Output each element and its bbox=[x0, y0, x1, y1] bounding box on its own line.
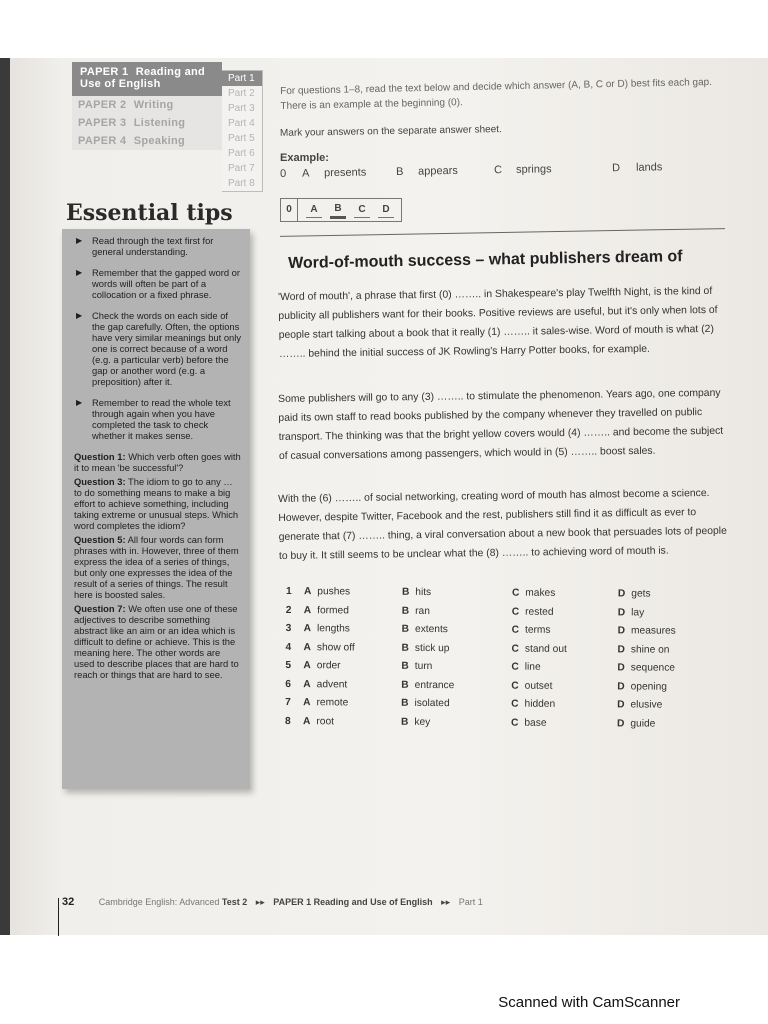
paper-3-tab bbox=[72, 114, 222, 132]
option-a: A pushes bbox=[303, 586, 351, 598]
option-number: 5 bbox=[285, 659, 292, 672]
option-a: A root bbox=[303, 715, 335, 727]
option-number: 2 bbox=[285, 604, 292, 616]
footer-arrow-icon: ▸▸ bbox=[255, 897, 265, 907]
article-title: Word-of-mouth success – what publishers dream of bbox=[288, 248, 683, 272]
paper-1-tab bbox=[72, 62, 222, 96]
option-c: C base bbox=[511, 717, 547, 729]
paper-1-title: Reading and Use of English bbox=[80, 66, 206, 90]
example-d-word: lands bbox=[635, 161, 663, 174]
bullet-icon: ▶ bbox=[76, 236, 83, 245]
option-c: C rested bbox=[511, 606, 554, 618]
option-number: 6 bbox=[285, 678, 292, 690]
option-b: B hits bbox=[401, 586, 432, 599]
page-edge bbox=[0, 58, 10, 935]
example-heading: Example: bbox=[280, 152, 329, 164]
example-box-c: C bbox=[354, 203, 370, 218]
example-d-letter: D bbox=[611, 162, 621, 175]
footer-arrow-icon: ▸▸ bbox=[441, 897, 451, 907]
tips-title: Essential tips bbox=[66, 200, 233, 226]
question-tip: Question 3: The idiom to go to any … to do something means to make a big effort to achieve something, including taking extreme or unusual steps. Which word completes the idiom? bbox=[74, 476, 239, 531]
bullet-icon: ▶ bbox=[76, 398, 83, 407]
paper-2-title: Writing bbox=[133, 99, 174, 111]
option-number: 4 bbox=[285, 641, 292, 653]
option-c: C makes bbox=[511, 587, 556, 599]
article-paragraph-1: 'Word of mouth', a phrase that first (0) …….. in Shakespeare's play Twelfth Night, is the kind of publicity all publishers want for their books. Positive reviews are useful, but it's only when lots of people start talking about a book that it really (1) …….. it sales-wise. Word of mouth is what (2) …….. behind the initial success of JK Rowling's Harry Potter books, for example. bbox=[278, 285, 718, 360]
option-c: C stand out bbox=[511, 643, 567, 655]
part-6-tab: Part 6 bbox=[228, 148, 255, 159]
option-d: D elusive bbox=[617, 699, 663, 711]
tips-panel bbox=[62, 229, 250, 789]
page-number: 32 bbox=[62, 896, 75, 908]
example-box-number: 0 bbox=[281, 199, 298, 221]
question-tip: Question 7: We often use one of these adjectives to describe something abstract like an aim or an idea which is difficult to define or achieve. This is the meaning here. The other words are used to describe places that are hard to reach or things that are hard to see. bbox=[74, 603, 239, 680]
option-b: B isolated bbox=[401, 697, 450, 710]
paper-3-title: Listening bbox=[133, 117, 186, 129]
option-c: C terms bbox=[511, 624, 551, 636]
article-paragraph-2: Some publishers will go to any (3) …….. to stimulate the phenomenon. Years ago, one company paid its own staff to read books published by the company whenever they travelled on public transport. The thinking was that the bright yellow covers would (4) …….. and become the subject of casual conversations among passengers, which would in (5) …….. boost sales. bbox=[278, 387, 724, 462]
option-a: A order bbox=[303, 660, 341, 672]
example-box-d: D bbox=[378, 203, 394, 218]
bullet-icon: ▶ bbox=[76, 268, 83, 277]
paper-4-label: PAPER 4 bbox=[78, 135, 127, 147]
paper-2-label: PAPER 2 bbox=[78, 99, 127, 111]
footer-part: Part 1 bbox=[458, 897, 483, 907]
paper-1-label: PAPER 1 bbox=[80, 66, 129, 78]
paper-nav bbox=[72, 62, 222, 150]
option-d: D measures bbox=[617, 625, 676, 637]
footer-test: Test 2 bbox=[221, 897, 248, 907]
part-5-tab: Part 5 bbox=[228, 133, 255, 144]
option-row bbox=[285, 715, 705, 736]
option-number: 7 bbox=[285, 696, 291, 709]
example-a-letter: A bbox=[301, 167, 310, 180]
option-b: B ran bbox=[401, 605, 430, 617]
answer-sheet-note: Mark your answers on the separate answer sheet. bbox=[279, 124, 502, 139]
part-3-tab: Part 3 bbox=[228, 103, 255, 114]
example-c-word: springs bbox=[515, 163, 552, 176]
paper-3-label: PAPER 3 bbox=[78, 117, 127, 129]
option-a: A formed bbox=[303, 604, 349, 616]
option-a: A remote bbox=[303, 697, 349, 709]
paper-2-tab bbox=[72, 96, 222, 114]
option-d: D shine on bbox=[617, 643, 670, 656]
option-a: A lengths bbox=[303, 623, 350, 635]
option-c: C outset bbox=[511, 680, 553, 692]
part-nav bbox=[222, 70, 263, 192]
example-box-b-marked: B bbox=[330, 202, 346, 219]
option-b: B stick up bbox=[401, 642, 450, 654]
option-b: B key bbox=[401, 716, 431, 728]
scan-watermark: Scanned with CamScanner bbox=[498, 994, 680, 1011]
option-c: C hidden bbox=[511, 698, 556, 710]
question-tip: Question 1: Which verb often goes with it to mean 'be successful'? bbox=[74, 451, 241, 473]
option-d: D sequence bbox=[617, 662, 676, 674]
footer-rule bbox=[58, 898, 59, 936]
example-b-letter: B bbox=[395, 165, 404, 178]
option-d: D guide bbox=[617, 717, 656, 730]
option-b: B extents bbox=[401, 623, 448, 636]
task-instructions: For questions 1–8, read the text below and decide which answer (A, B, C or D) best fits each gap. There is an example at the beginning (0). bbox=[280, 76, 713, 112]
answer-options bbox=[285, 586, 706, 737]
bullet-icon: ▶ bbox=[76, 311, 83, 320]
part-2-tab: Part 2 bbox=[228, 88, 255, 99]
page-footer bbox=[62, 896, 483, 908]
tip-item: ▶ Check the words on each side of the gap carefully. Often, the options have very similar meanings but only one is correct because of a word (e.g. a particular verb) before the gap or another word (e.g. a preposition) after it. bbox=[76, 310, 242, 387]
example-answer-box bbox=[280, 198, 402, 222]
option-b: B turn bbox=[401, 660, 433, 673]
footer-paper: PAPER 1 Reading and Use of English bbox=[273, 897, 433, 907]
part-1-tab: Part 1 bbox=[222, 71, 262, 86]
option-d: D lay bbox=[617, 606, 645, 619]
part-8-tab: Part 8 bbox=[228, 178, 255, 189]
example-b-word: appears bbox=[417, 164, 458, 178]
paper-4-title: Speaking bbox=[133, 135, 186, 147]
option-d: D opening bbox=[617, 680, 667, 693]
option-number: 3 bbox=[285, 622, 292, 635]
example-c-letter: C bbox=[493, 164, 503, 177]
example-number: 0 bbox=[280, 167, 287, 180]
part-7-tab: Part 7 bbox=[228, 163, 255, 174]
example-box-a: A bbox=[306, 203, 322, 218]
part-4-tab: Part 4 bbox=[228, 118, 255, 129]
tip-item: ▶ Remember that the gapped word or words will often be part of a collocation or a fixed phrase. bbox=[76, 267, 240, 300]
option-c: C line bbox=[511, 661, 541, 673]
tip-item: ▶ Read through the text first for general understanding. bbox=[76, 235, 214, 257]
question-tip: Question 5: All four words can form phrases with in. However, three of them express the idea of a series of things, but only one expresses the idea of the result of a series of things. The result here is boosted sales. bbox=[74, 534, 239, 600]
footer-book: Cambridge English: Advanced bbox=[98, 897, 220, 907]
tip-item: ▶ Remember to read the whole text through again when you have completed the task to check whether it makes sense. bbox=[76, 397, 231, 441]
article-paragraph-3: With the (6) …….. of social networking, creating word of mouth has almost become a science. However, despite Twitter, Facebook and the rest, publishers still find it as difficult as ever to generate that (7) …….. thing, a viral conversation about a new book that persuades lots of people to buy it. It still seems to be unclear what the (8) …….. to achieving word of mouth is. bbox=[278, 487, 727, 562]
paper-4-tab bbox=[72, 132, 222, 150]
option-a: A show off bbox=[303, 641, 355, 653]
example-a-word: presents bbox=[323, 166, 367, 180]
option-number: 1 bbox=[285, 586, 292, 598]
option-d: D gets bbox=[617, 588, 651, 600]
option-b: B entrance bbox=[401, 679, 455, 691]
option-number: 8 bbox=[285, 715, 291, 727]
option-a: A advent bbox=[303, 678, 348, 690]
